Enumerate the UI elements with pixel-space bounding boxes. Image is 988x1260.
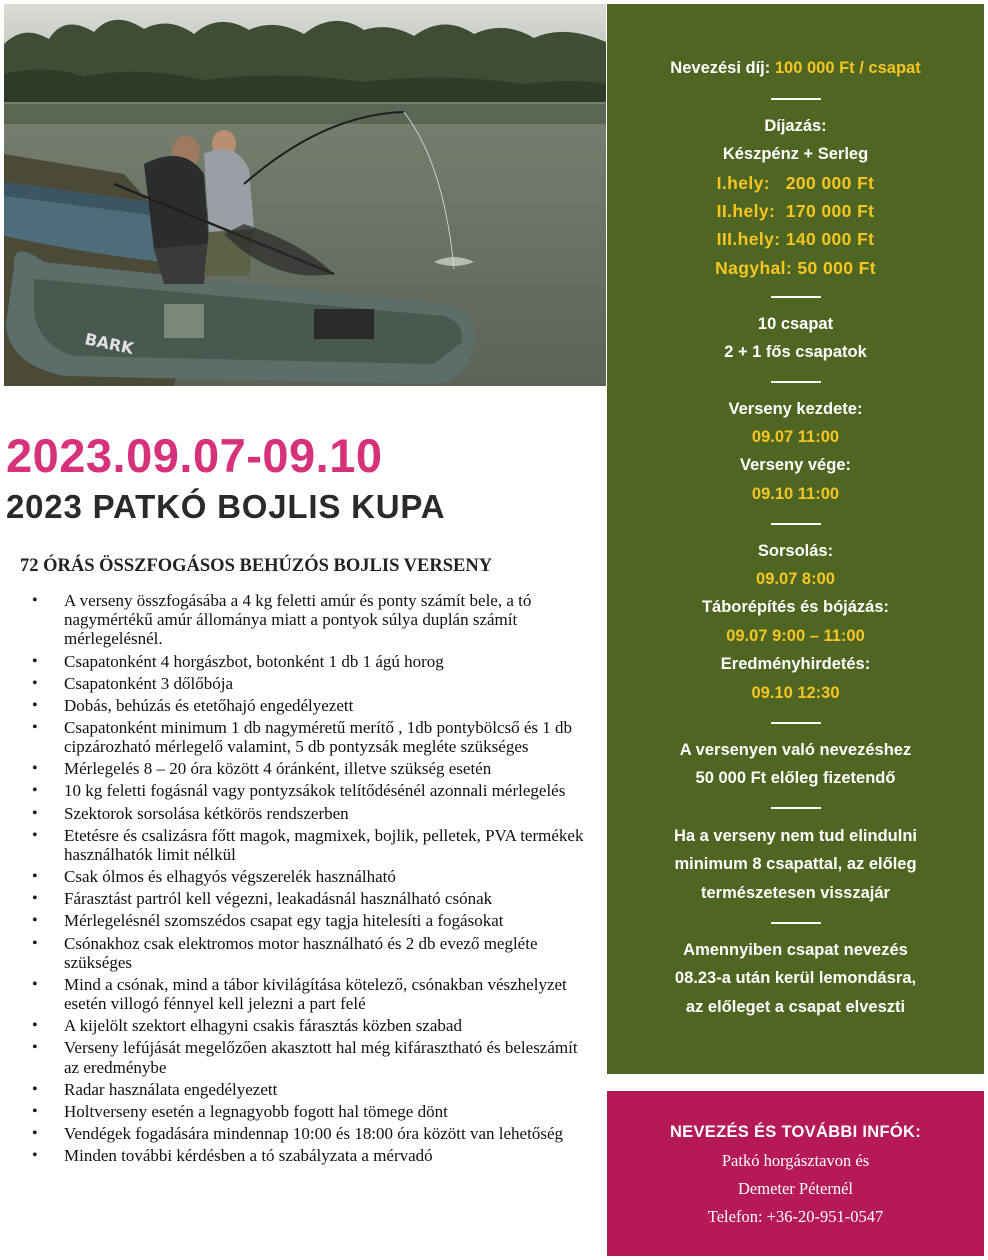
- rule-item: • Fárasztást partról kell végezni, leakadásnál használható csónak: [0, 889, 600, 908]
- prize-third-place: III.hely: 140 000 Ft: [716, 229, 875, 249]
- divider: [771, 523, 821, 525]
- prize-first-place: I.hely: 200 000 Ft: [716, 173, 875, 193]
- contact-panel: [607, 1091, 984, 1256]
- divider: [771, 722, 821, 724]
- entry-fee-value: 100 000 Ft / csapat: [774, 59, 921, 77]
- draw-label: Sorsolás:: [757, 542, 834, 560]
- hero-photo: [4, 4, 606, 386]
- event-date-range: 2023.09.07-09.10: [6, 429, 383, 482]
- rule-item: • Verseny lefújását megelőzően akasztott hal még kifárasztható és beleszámít az eredménybe: [0, 1038, 600, 1076]
- end-label: Verseny vége:: [740, 456, 851, 474]
- results-label: Eredményhirdetés:: [720, 655, 871, 673]
- boat-brand-label: BARK: [83, 329, 136, 359]
- rule-item: • Csapatonként 3 dőlőbója: [0, 674, 600, 693]
- rules-list: [0, 591, 600, 1168]
- start-value: 09.07 11:00: [751, 428, 840, 446]
- camp-setup-label: Táborépítés és bójázás:: [701, 598, 890, 616]
- rule-item: • Mérlegelésnél szomszédos csapat egy tagja hitelesíti a fogásokat: [0, 911, 600, 930]
- rule-item: • Etetésre és csalizásra főtt magok, magmixek, bojlik, pelletek, PVA termékek használhatók limit nélkül: [0, 826, 600, 864]
- prizes-title: Díjazás:: [764, 117, 827, 135]
- event-subtitle: 72 ÓRÁS ÖSSZFOGÁSOS BEHÚZÓS BOJLIS VERSENY: [20, 556, 493, 576]
- rule-item: • Mérlegelés 8 – 20 óra között 4 óránként, illetve szükség esetén: [0, 759, 600, 778]
- rule-item: • Minden további kérdésben a tó szabályzata a mérvadó: [0, 1146, 600, 1165]
- prize-biggest-fish: Nagyhal: 50 000 Ft: [715, 258, 876, 278]
- info-panel: [607, 4, 984, 1074]
- rule-item: • A verseny összfogásába a 4 kg feletti amúr és ponty számít bele, a tó nagymértékű amúr állománya miatt a pontyok súlya duplán számít mérlegelésnél.: [0, 591, 600, 649]
- rule-item: • Szektorok sorsolása kétkörös rendszerben: [0, 804, 600, 823]
- cancel-note-line-1: Amennyiben csapat nevezés: [683, 941, 908, 959]
- contact-location: Patkó horgásztavon és: [721, 1151, 870, 1170]
- rule-item: • Csapatonként minimum 1 db nagyméretű merítő , 1db pontybölcső és 1 db cipzározható mérlegelő valamint, 5 db pontyzsák megléte szükséges: [0, 718, 600, 756]
- event-title: 2023 PATKÓ BOJLIS KUPA: [6, 488, 446, 525]
- divider: [771, 98, 821, 100]
- fishing-scene-image: [4, 4, 606, 386]
- end-value: 09.10 11:00: [751, 485, 840, 503]
- rule-item: • A kijelölt szektort elhagyni csakis fárasztás közben szabad: [0, 1016, 600, 1035]
- draw-value: 09.07 8:00: [756, 570, 835, 588]
- contact-phone: Telefon: +36-20-951-0547: [707, 1207, 884, 1226]
- divider: [771, 296, 821, 298]
- deposit-note-line-1: A versenyen való nevezéshez: [679, 741, 912, 759]
- entry-fee-label: Nevezési díj:: [670, 59, 771, 77]
- rule-item: • Dobás, behúzás és etetőhajó engedélyezett: [0, 696, 600, 715]
- rule-item: • Radar használata engedélyezett: [0, 1080, 600, 1099]
- rule-item: • Mind a csónak, mind a tábor kivilágítása kötelező, csónakban vészhelyzet esetén villogó fénnyel kell jelezni a part felé: [0, 975, 600, 1013]
- teams-size: 2 + 1 fős csapatok: [724, 343, 867, 361]
- start-label: Verseny kezdete:: [728, 400, 863, 418]
- prizes-subtitle: Készpénz + Serleg: [722, 145, 869, 163]
- contact-title: NEVEZÉS ÉS TOVÁBBI INFÓK:: [669, 1123, 922, 1141]
- cancel-note-line-2: 08.23-a után kerül lemondásra,: [674, 969, 917, 987]
- divider: [771, 922, 821, 924]
- results-value: 09.10 12:30: [751, 684, 840, 702]
- cancel-note-line-3: az előleget a csapat elveszti: [685, 998, 906, 1016]
- rule-item: • Csónakhoz csak elektromos motor használható és 2 db evező megléte szükséges: [0, 934, 600, 972]
- divider: [771, 381, 821, 383]
- teams-count: 10 csapat: [757, 315, 834, 333]
- rule-item: • Csapatonként 4 horgászbot, botonként 1 db 1 ágú horog: [0, 652, 600, 671]
- refund-note-line-3: természetesen visszajár: [701, 884, 890, 902]
- rule-item: • 10 kg feletti fogásnál vagy pontyzsákok telítődésénél azonnali mérlegelés: [0, 781, 600, 800]
- deposit-note-line-2: 50 000 Ft előleg fizetendő: [695, 769, 896, 787]
- rule-item: • Vendégek fogadására mindennap 10:00 és 18:00 óra között van lehetőség: [0, 1124, 600, 1143]
- entry-fee: [607, 59, 984, 78]
- rule-item: • Holtverseny esetén a legnagyobb fogott hal tömege dönt: [0, 1102, 600, 1121]
- camp-setup-value: 09.07 9:00 – 11:00: [726, 627, 865, 645]
- prize-second-place: II.hely: 170 000 Ft: [716, 201, 875, 221]
- refund-note-line-1: Ha a verseny nem tud elindulni: [674, 827, 917, 845]
- contact-person: Demeter Péternél: [738, 1179, 853, 1198]
- divider: [771, 807, 821, 809]
- rule-item: • Csak ólmos és elhagyós végszerelék használható: [0, 867, 600, 886]
- refund-note-line-2: minimum 8 csapattal, az előleg: [674, 855, 917, 873]
